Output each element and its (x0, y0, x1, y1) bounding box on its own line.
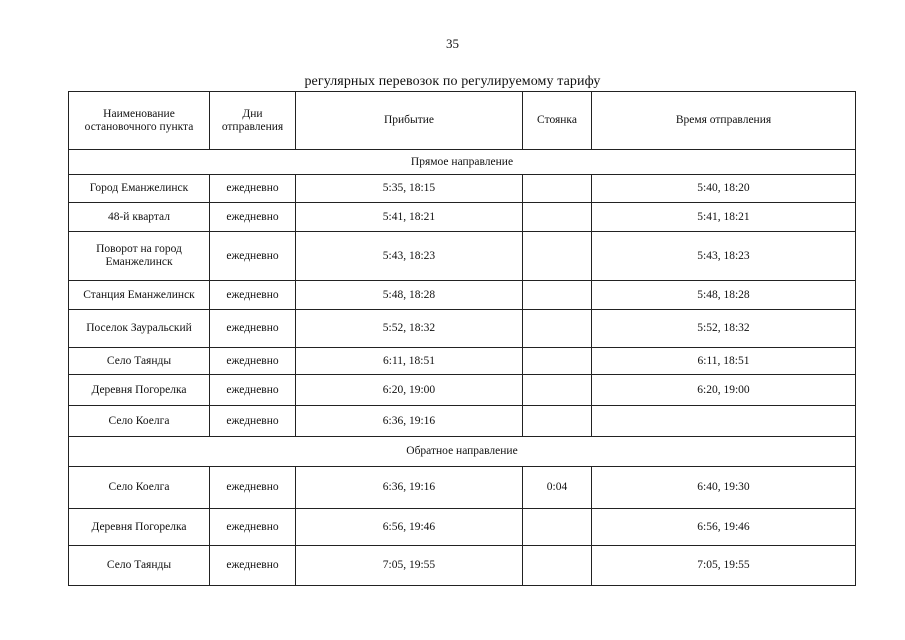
cell-days: ежедневно (210, 203, 296, 232)
cell-days: ежедневно (210, 348, 296, 375)
cell-parking: 0:04 (523, 467, 592, 509)
table-row (69, 546, 856, 586)
cell-departure: 5:40, 18:20 (592, 175, 856, 203)
header-arrival: Прибытие (296, 92, 523, 150)
cell-arrival: 5:43, 18:23 (296, 232, 523, 281)
header-parking: Стоянка (523, 92, 592, 150)
cell-stop: Деревня Погорелка (69, 509, 210, 546)
schedule-table (68, 91, 856, 586)
cell-arrival: 5:48, 18:28 (296, 281, 523, 310)
cell-days: ежедневно (210, 546, 296, 586)
table-row (69, 467, 856, 509)
table-header-row (69, 92, 856, 150)
table-row (69, 348, 856, 375)
section-title-forward: Прямое направление (69, 150, 856, 175)
cell-parking (523, 348, 592, 375)
cell-arrival: 5:41, 18:21 (296, 203, 523, 232)
cell-stop: Город Еманжелинск (69, 175, 210, 203)
cell-departure: 5:48, 18:28 (592, 281, 856, 310)
cell-stop: Село Таянды (69, 546, 210, 586)
cell-departure: 6:20, 19:00 (592, 375, 856, 406)
cell-days: ежедневно (210, 232, 296, 281)
cell-arrival: 5:52, 18:32 (296, 310, 523, 348)
cell-parking (523, 232, 592, 281)
header-departure: Время отправления (592, 92, 856, 150)
table-row (69, 509, 856, 546)
table-row (69, 310, 856, 348)
cell-arrival: 6:11, 18:51 (296, 348, 523, 375)
document-heading: регулярных перевозок по регулируемому тарифу (304, 74, 601, 89)
cell-arrival: 7:05, 19:55 (296, 546, 523, 586)
cell-departure: 5:43, 18:23 (592, 232, 856, 281)
cell-days: ежедневно (210, 281, 296, 310)
cell-stop: Село Коелга (69, 467, 210, 509)
cell-stop: Село Таянды (69, 348, 210, 375)
page-number: 35 (446, 36, 459, 51)
cell-days: ежедневно (210, 375, 296, 406)
cell-arrival: 5:35, 18:15 (296, 175, 523, 203)
cell-stop: Село Коелга (69, 406, 210, 437)
cell-parking (523, 546, 592, 586)
section-forward-row (69, 150, 856, 175)
cell-arrival: 6:36, 19:16 (296, 467, 523, 509)
table-row (69, 406, 856, 437)
cell-parking (523, 281, 592, 310)
cell-days: ежедневно (210, 509, 296, 546)
cell-departure: 6:40, 19:30 (592, 467, 856, 509)
cell-arrival: 6:20, 19:00 (296, 375, 523, 406)
table-row (69, 203, 856, 232)
cell-stop: Станция Еманжелинск (69, 281, 210, 310)
header-days: Дни отправления (210, 92, 296, 150)
cell-departure (592, 406, 856, 437)
cell-departure: 6:56, 19:46 (592, 509, 856, 546)
cell-days: ежедневно (210, 406, 296, 437)
header-stop-name: Наименование остановочного пункта (69, 92, 210, 150)
cell-stop: Поворот на город Еманжелинск (69, 232, 210, 281)
table-row (69, 281, 856, 310)
cell-parking (523, 509, 592, 546)
cell-departure: 6:11, 18:51 (592, 348, 856, 375)
section-title-reverse: Обратное направление (69, 437, 856, 467)
cell-departure: 5:52, 18:32 (592, 310, 856, 348)
cell-parking (523, 175, 592, 203)
cell-departure: 5:41, 18:21 (592, 203, 856, 232)
cell-days: ежедневно (210, 175, 296, 203)
cell-arrival: 6:56, 19:46 (296, 509, 523, 546)
cell-arrival: 6:36, 19:16 (296, 406, 523, 437)
cell-stop: 48-й квартал (69, 203, 210, 232)
cell-days: ежедневно (210, 467, 296, 509)
cell-parking (523, 406, 592, 437)
table-row (69, 375, 856, 406)
cell-days: ежедневно (210, 310, 296, 348)
cell-stop: Деревня Погорелка (69, 375, 210, 406)
table-row (69, 232, 856, 281)
cell-parking (523, 310, 592, 348)
cell-stop: Поселок Зауральский (69, 310, 210, 348)
cell-parking (523, 375, 592, 406)
cell-parking (523, 203, 592, 232)
cell-departure: 7:05, 19:55 (592, 546, 856, 586)
section-reverse-row (69, 437, 856, 467)
table-row (69, 175, 856, 203)
